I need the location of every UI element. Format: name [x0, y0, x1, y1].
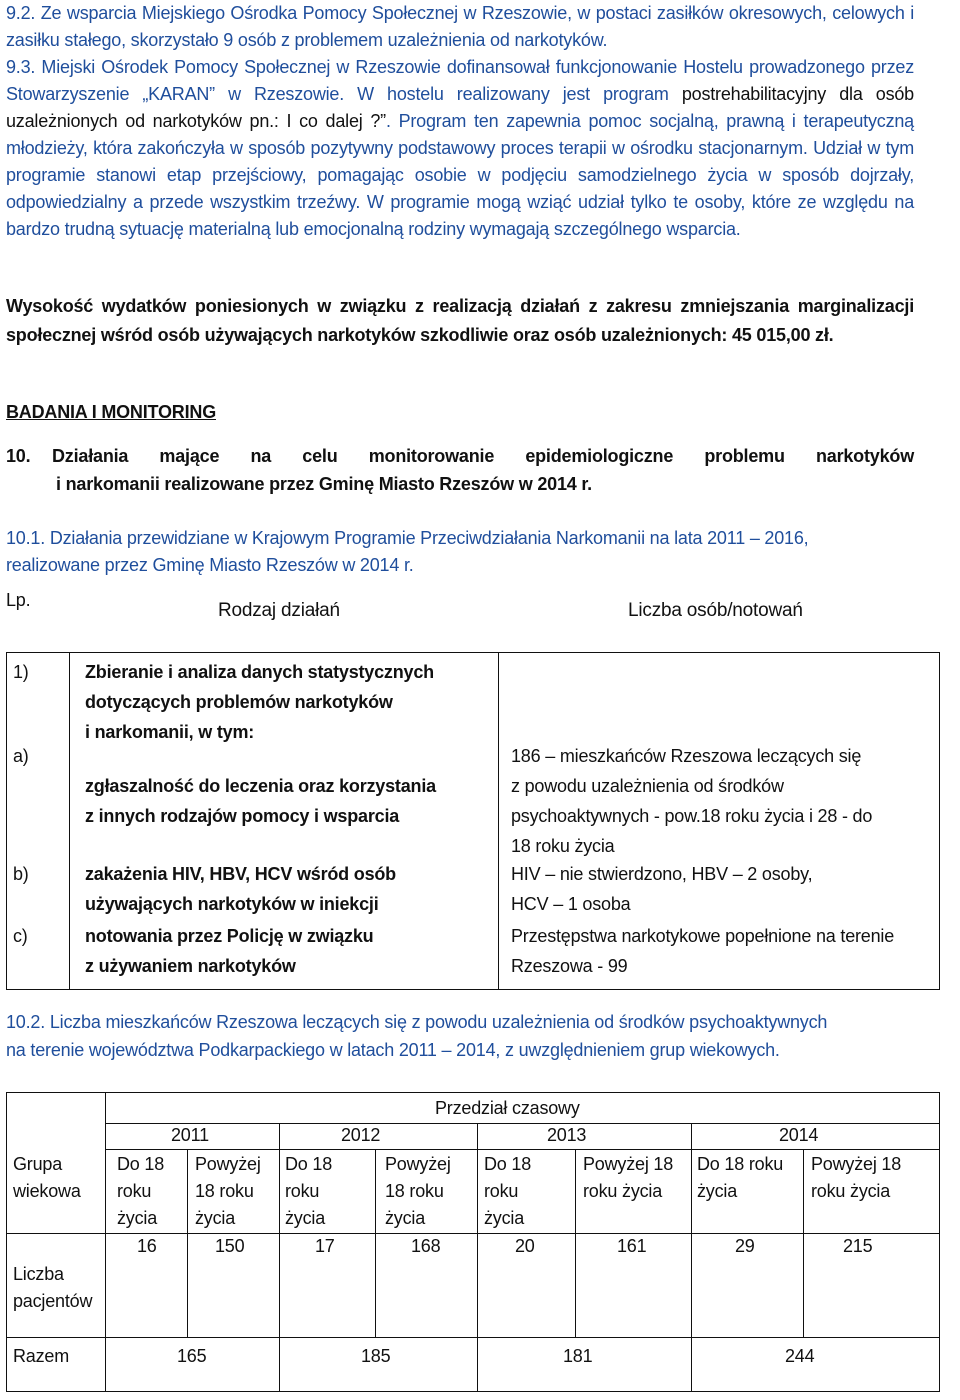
table1-row-c-rodzaj-line1: notowania przez Policję w związku	[85, 926, 374, 946]
table2-group-1-line3: życia	[117, 1208, 158, 1228]
table2-vline-sub1	[187, 1149, 188, 1337]
table2-group-2	[195, 1151, 261, 1232]
table1-row1-rodzaj-line3: i narkomanii, w tym:	[85, 722, 255, 742]
paragraph-9-3-part-b: postrehabilitacyjny dla osób uzależnionych od narkotyków pn.: I co dalej ?”	[6, 84, 914, 131]
subsection-10-2-line2: na terenie województwa Podkarpackiego w latach 2011 – 2014, z uwzględnieniem grup wiekowych.	[6, 1040, 780, 1060]
table2-row-group-label-line1: Grupa	[13, 1154, 63, 1174]
table1-row-c-rodzaj-line2: z używaniem narkotyków	[85, 956, 296, 976]
table2-vline-sub3	[575, 1149, 576, 1337]
table1-row-b-rodzaj-line2: używających narkotyków w iniekcji	[85, 894, 379, 914]
table2-group-4-line1: Powyżej	[385, 1154, 451, 1174]
table1-row-c-liczba-line2: Rzeszowa - 99	[511, 956, 628, 976]
table1-row-b-liczba-line1: HIV – nie stwierdzono, HBV – 2 osoby,	[511, 864, 813, 884]
table1-divider-2	[498, 653, 499, 989]
table2-group-8-line2: roku życia	[811, 1181, 891, 1201]
table1-row1-rodzaj-line1: Zbieranie i analiza danych statystycznych	[85, 662, 434, 682]
table2-group-8	[811, 1151, 901, 1205]
heading-10-number: 10.	[6, 446, 31, 466]
table2-row-patients-label-line1: Liczba	[13, 1264, 64, 1284]
table2-group-7	[697, 1151, 783, 1205]
table2-row-group-label	[13, 1151, 81, 1205]
paragraph-9-3	[6, 54, 914, 243]
table2-patients-1: 16	[137, 1236, 157, 1256]
table2-group-1-line2: roku	[117, 1181, 152, 1201]
table2-row-group-label-line2: wiekowa	[13, 1181, 81, 1201]
table1-header-lp: Lp.	[6, 590, 31, 610]
table2-group-3-line1: Do 18	[285, 1154, 333, 1174]
table2-vline-col1	[105, 1093, 106, 1391]
table2-hline-4	[7, 1337, 939, 1338]
table1-row-a-liczba-line4: 18 roku życia	[511, 836, 615, 856]
table1-row-c-liczba	[511, 921, 894, 981]
table1-row1-rodzaj-line2: dotyczących problemów narkotyków	[85, 692, 393, 712]
table1-row-a-rodzaj-line3: z innych rodzajów pomocy i wsparcia	[85, 806, 400, 826]
table2-year-2011: 2011	[171, 1125, 209, 1145]
table2-group-2-line1: Powyżej	[195, 1154, 261, 1174]
table1-divider-1	[69, 653, 70, 989]
table1-body	[6, 652, 940, 990]
table2-group-7-line1: Do 18 roku	[697, 1154, 784, 1174]
table2-group-3	[285, 1151, 332, 1232]
table2-total-2012: 185	[361, 1346, 391, 1366]
table2-group-4	[385, 1151, 451, 1232]
table2-year-2013: 2013	[547, 1125, 587, 1145]
table1-row-a-lp: a)	[13, 746, 29, 766]
table2-total-2014: 244	[785, 1346, 815, 1366]
table2-patients-7: 29	[735, 1236, 755, 1256]
table1-row-b-lp: b)	[13, 864, 29, 884]
table1-header-rodzaj: Rodzaj działań	[218, 600, 340, 621]
table2-group-1	[117, 1151, 164, 1232]
table1-row-b-rodzaj-line1: zakażenia HIV, HBV, HCV wśród osób	[85, 864, 396, 884]
table2-group-4-line2: 18 roku	[385, 1181, 444, 1201]
table1-row-a-liczba-line1: 186 – mieszkańców Rzeszowa leczących się	[511, 746, 862, 766]
table2-group-3-line3: życia	[285, 1208, 326, 1228]
table2-total-2011: 165	[177, 1346, 207, 1366]
table1-row-a-rodzaj-line2: zgłaszalność do leczenia oraz korzystania	[85, 776, 436, 796]
table2-group-1-line1: Do 18	[117, 1154, 165, 1174]
table2-group-6	[583, 1151, 673, 1205]
table2-patients-2: 150	[215, 1236, 245, 1256]
table1-row-c-rodzaj	[85, 921, 373, 981]
table2-group-3-line2: roku	[285, 1181, 320, 1201]
table2-patients-4: 168	[411, 1236, 441, 1256]
table2-patients-3: 17	[315, 1236, 335, 1256]
table1-row1-rodzaj	[85, 657, 434, 747]
table2-year-2014: 2014	[779, 1125, 819, 1145]
paragraph-9-2: 9.2. Ze wsparcia Miejskiego Ośrodka Pomocy Społecznej w Rzeszowie, w postaci zasiłków okresowych, celowych i zasiłku stałego, skorzystało 9 osób z problemem uzależnienia od narkotyków.	[6, 3, 914, 50]
table2-hline-2	[105, 1149, 939, 1150]
heading-10-line1: Działania mające na celu monitorowanie epidemiologiczne problemu narkotyków	[52, 446, 914, 466]
subsection-10-1-line1: 10.1. Działania przewidziane w Krajowym Programie Przeciwdziałania Narkomanii na lata 2011 – 2016,	[6, 528, 809, 548]
table2-group-5-line1: Do 18	[484, 1154, 532, 1174]
table2-group-8-line1: Powyżej 18	[811, 1154, 902, 1174]
table1-row-c-liczba-line1: Przestępstwa narkotykowe popełnione na terenie	[511, 926, 895, 946]
table1-row-b-rodzaj	[85, 859, 396, 919]
table2-patients-8: 215	[843, 1236, 873, 1256]
table1-header-liczba: Liczba osób/notowań	[628, 600, 803, 621]
subsection-10-1-line2: realizowane przez Gminę Miasto Rzeszów w 2014 r.	[6, 555, 414, 575]
table1-row-a-liczba	[511, 741, 872, 861]
table2-group-2-line2: 18 roku	[195, 1181, 254, 1201]
table2-group-6-line1: Powyżej 18	[583, 1154, 674, 1174]
table2-group-6-line2: roku życia	[583, 1181, 663, 1201]
table2-title: Przedział czasowy	[435, 1098, 580, 1118]
paragraph-9-3-part-a: 9.3. Miejski Ośrodek Pomocy Społecznej w Rzeszowie dofinansował funkcjonowanie Hostelu prowadzonego przez Stowarzyszenie „KARAN” w Rzeszowie. W hostelu realizowany jest program	[6, 57, 914, 104]
subsection-10-2-line1: 10.2. Liczba mieszkańców Rzeszowa leczących się z powodu uzależnienia od środków psychoaktywnych	[6, 1012, 828, 1032]
table2-total-2013: 181	[563, 1346, 593, 1366]
expense-paragraph: Wysokość wydatków poniesionych w związku z realizacją działań z zakresu zmniejszania marginalizacji społecznej wśród osób używających narkotyków szkodliwie oraz osób uzależnionych: 45 015,00 zł.	[6, 296, 914, 345]
table2-group-7-line2: życia	[697, 1181, 738, 1201]
table2-group-4-line3: życia	[385, 1208, 426, 1228]
table2-group-5	[484, 1151, 531, 1232]
table2-row-patients-label-line2: pacjentów	[13, 1291, 93, 1311]
paragraph-9-3-part-c: . Program ten zapewnia pomoc socjalną, prawną i terapeutyczną młodzieży, która zakończyła w sposób pozytywny podstawowy proces terapii w ośrodku stacjonarnym. Udział w tym programie stanowi etap przejściowy, pomagając osobie w podjęciu samodzielnego życia w sposób dojrzały, odpowiedzialny a przede wszystkim trzeźwy. W programie mogą wziąć udział tylko te osoby, które ze względu na bardzo trudną sytuację materialną lub emocjonalną rodziny wymagają szczególnego wsparcia.	[6, 111, 914, 239]
table1-row-a-rodzaj-line1	[85, 741, 436, 771]
table2-vline-sub2	[375, 1149, 376, 1337]
table2-patients-5: 20	[515, 1236, 535, 1256]
table2-row-total-label: Razem	[13, 1346, 70, 1366]
table1-row-b-liczba-line2: HCV – 1 osoba	[511, 894, 631, 914]
table2-group-2-line3: życia	[195, 1208, 236, 1228]
table2-row-patients-label	[13, 1261, 92, 1315]
table1-row-b-liczba	[511, 859, 812, 919]
table2-vline-year1	[279, 1123, 280, 1391]
table2-group-5-line3: życia	[484, 1208, 525, 1228]
table2-vline-year2	[477, 1123, 478, 1391]
table2-group-5-line2: roku	[484, 1181, 519, 1201]
heading-10-line2: i narkomanii realizowane przez Gminę Miasto Rzeszów w 2014 r.	[56, 474, 592, 494]
table2	[6, 1092, 940, 1392]
table1-row1-lp: 1)	[13, 662, 29, 682]
table1-row-c-lp: c)	[13, 926, 28, 946]
table2-year-2012: 2012	[341, 1125, 381, 1145]
table1-row-a-rodzaj	[85, 741, 436, 831]
section-heading: BADANIA I MONITORING	[6, 402, 216, 422]
table1-row-a-liczba-line2: z powodu uzależnienia od środków	[511, 776, 784, 796]
table2-vline-sub4	[803, 1149, 804, 1337]
table1-row-a-liczba-line3: psychoaktywnych - pow.18 roku życia i 28 - do	[511, 806, 873, 826]
table2-patients-6: 161	[617, 1236, 647, 1256]
table2-vline-year3	[691, 1123, 692, 1391]
